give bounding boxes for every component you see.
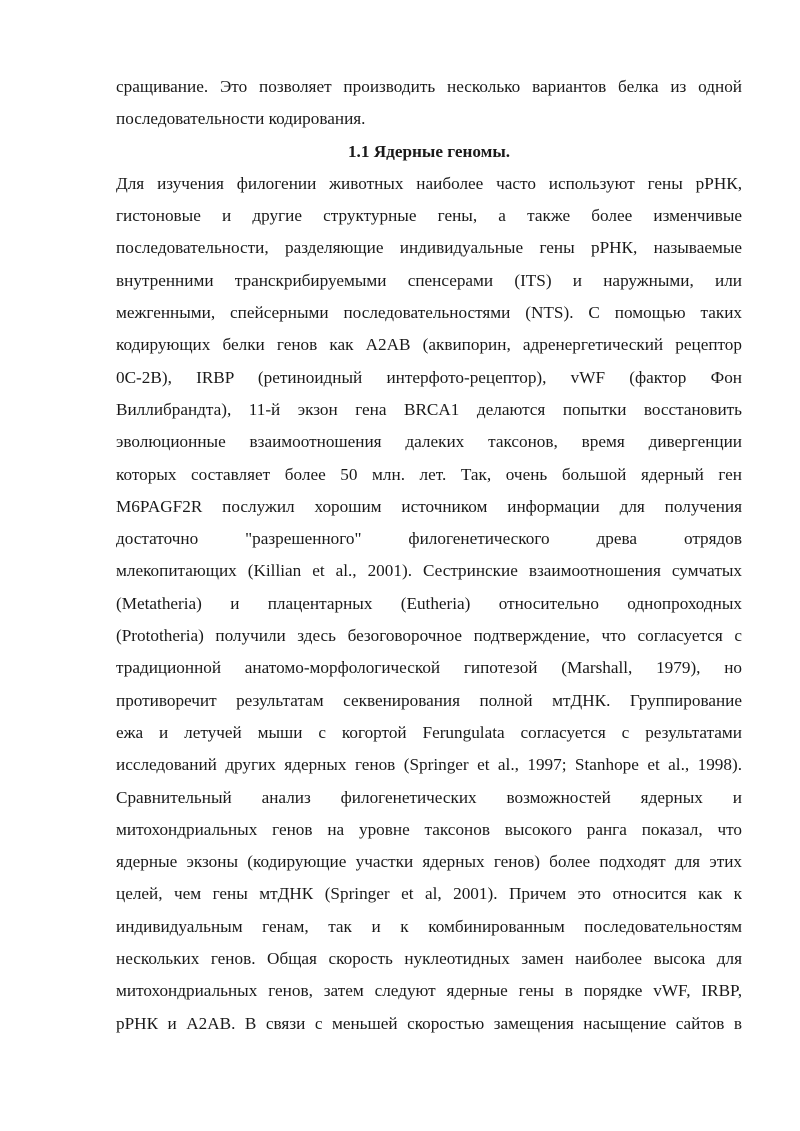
text-line: рРНК и A2AB. В связи с меньшей скоростью замещения насыщение сайтов в: [116, 1013, 742, 1033]
text-line: нескольких генов. Общая скорость нуклеотидных замен наиболее высока для: [116, 949, 742, 969]
text-line: которых составляет более 50 млн. лет. Так, очень большой ядерный ген: [116, 464, 742, 484]
text-line: противоречит результатам секвенирования полной мтДНК. Группирование: [116, 690, 742, 710]
text-line: млекопитающих (Killian et al., 2001). Сестринские взаимоотношения сумчатых: [116, 561, 742, 581]
text-line: эволюционные взаимоотношения далеких таксонов, время дивергенции: [116, 432, 742, 452]
text-line: ядерные экзоны (кодирующие участки ядерных генов) более подходят для этих: [116, 852, 742, 872]
text-line: последовательности кодирования.: [116, 109, 366, 129]
text-line: M6PAGF2R послужил хорошим источником информации для получения: [116, 496, 742, 516]
text-line: последовательности, разделяющие индивидуальные гены рРНК, называемые: [116, 238, 742, 258]
text-line: митохондриальных генов на уровне таксонов высокого ранга показал, что: [116, 819, 742, 839]
text-line: Для изучения филогении животных наиболее часто используют гены рРНК,: [116, 173, 742, 193]
text-line: Виллибрандта), 11-й экзон гена BRCA1 делаются попытки восстановить: [116, 399, 742, 419]
section-heading: 1.1 Ядерные геномы.: [347, 141, 511, 161]
text-line: исследований других ядерных генов (Springer et al., 1997; Stanhope et al., 1998).: [116, 755, 742, 775]
text-line: сращивание. Это позволяет производить несколько вариантов белка из одной: [116, 77, 742, 96]
text-line: традиционной анатомо-морфологической гипотезой (Marshall, 1979), но: [116, 658, 742, 678]
text-line: внутренними транскрибируемыми спенсерами (ITS) и наружными, или: [116, 270, 742, 290]
text-line: гистоновые и другие структурные гены, а также более изменчивые: [116, 206, 742, 226]
text-line: 0С-2В), IRBP (ретиноидный интерфото-рецептор), vWF (фактор Фон: [116, 367, 742, 387]
document-page: [116, 71, 742, 1040]
text-line: (Metatheria) и плацентарных (Eutheria) относительно однопроходных: [116, 593, 742, 613]
text-line: ежа и летучей мыши с когортой Ferungulata согласуется с результатами: [116, 722, 742, 742]
text-line: достаточно "разрешенного" филогенетического древа отрядов: [116, 529, 742, 549]
text-line: кодирующих белки генов как A2AB (аквипорин, адренергетический рецептор: [116, 335, 742, 355]
text-line: Сравнительный анализ филогенетических возможностей ядерных и: [116, 787, 742, 807]
text-line: целей, чем гены мтДНК (Springer et al, 2001). Причем это относится как к: [116, 884, 742, 904]
text-line: индивидуальным генам, так и к комбинированным последовательностям: [116, 916, 742, 936]
text-line: митохондриальных генов, затем следуют ядерные гены в порядке vWF, IRBP,: [116, 981, 742, 1001]
text-line: (Prototheria) получили здесь безоговорочное подтверждение, что согласуется с: [116, 626, 742, 646]
text-line: межгенными, спейсерными последовательностями (NTS). С помощью таких: [116, 303, 742, 323]
